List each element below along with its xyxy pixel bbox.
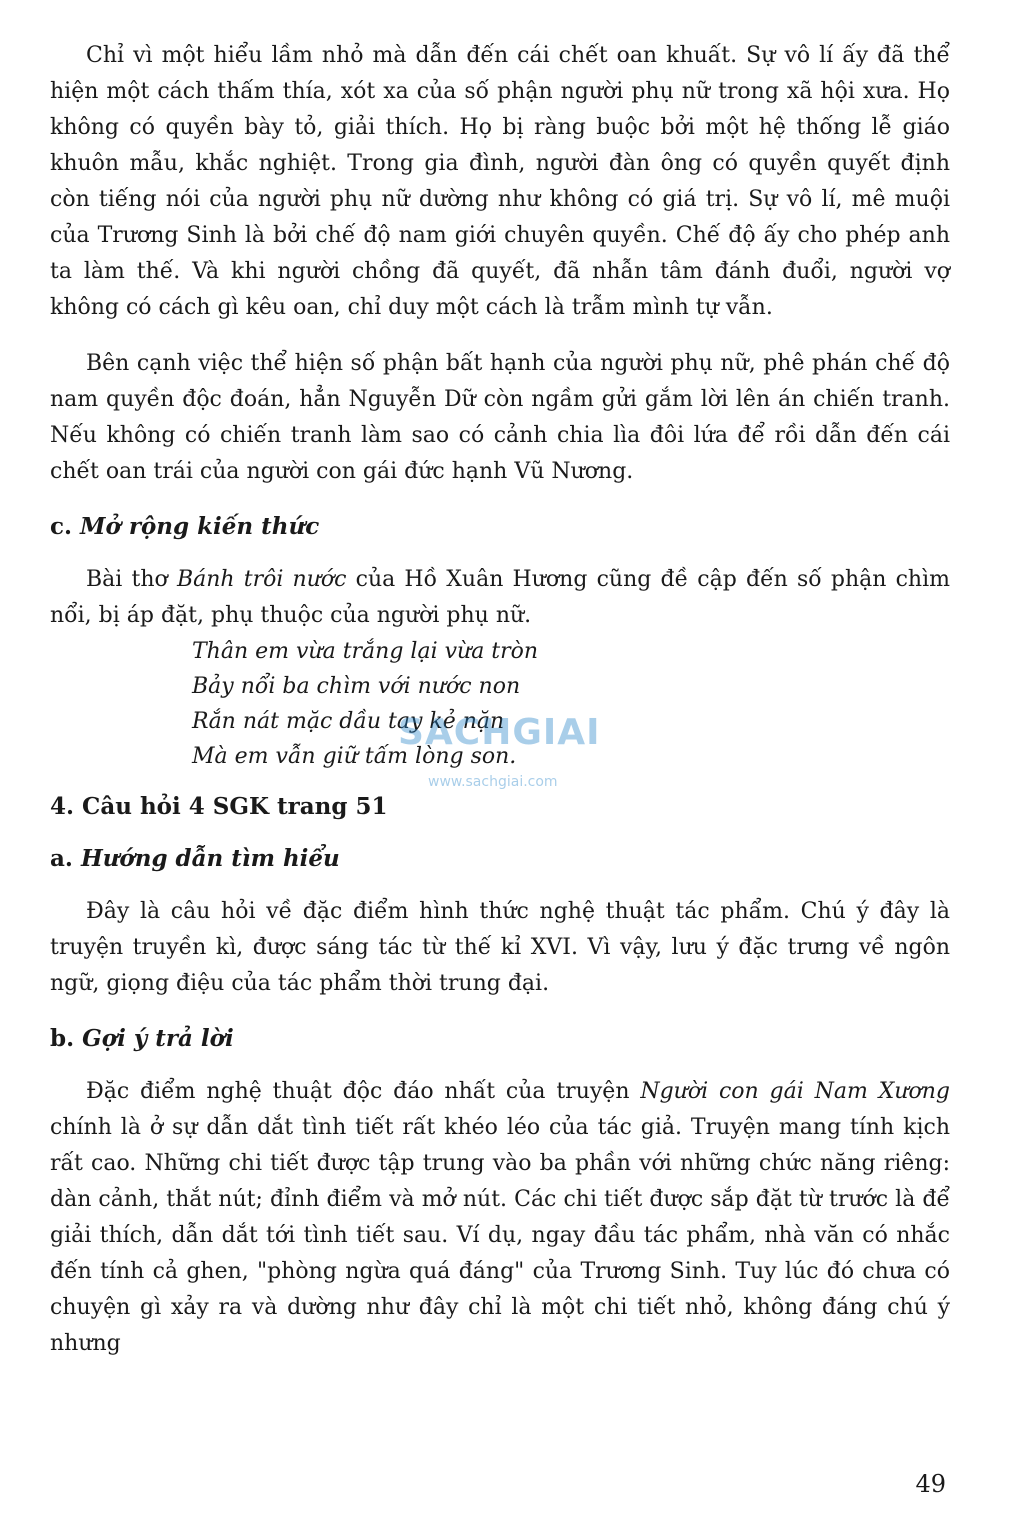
paragraph-war-critique: Bên cạnh việc thể hiện số phận bất hạnh của người phụ nữ, phê phán chế độ nam quyền độc đoán, hẳn Nguyễn Dữ còn ngầm gửi gắm lời lên án chiến tranh. Nếu không có chiến tranh làm sao có cảnh chia lìa đôi lứa để rồi dẫn đến cái chết oan trái của người con gái đức hạnh Vũ Nương. — [50, 351, 950, 484]
poem-line: Bảy nổi ba chìm với nước non — [192, 674, 521, 699]
watermark-url: www.sachgiai.com — [428, 774, 558, 790]
paragraph-answer-hint — [50, 1074, 950, 1362]
heading-letter: b. — [50, 1025, 75, 1052]
poem-line: Mà em vẫn giữ tấm lòng son. — [192, 744, 517, 769]
story-title: Người con gái Nam Xương — [640, 1079, 950, 1104]
heading-answer-hint — [50, 1022, 950, 1056]
poem-banh-troi-nuoc — [192, 634, 950, 774]
intro-text-after: của Hồ Xuân Hương cũng đề cập đến số phận chìm nổi, bị áp đặt, phụ thuộc của người phụ nữ. — [50, 567, 950, 628]
watermark-title: SACHGIAI — [398, 712, 601, 753]
paragraph-women-fate: Chỉ vì một hiểu lầm nhỏ mà dẫn đến cái chết oan khuất. Sự vô lí ấy đã thể hiện một cách thấm thía, xót xa của số phận người phụ nữ trong xã hội xưa. Họ không có quyền bày tỏ, giải thích. Họ bị ràng buộc bởi một hệ thống lễ giáo khuôn mẫu, khắc nghiệt. Trong gia đình, người đàn ông có quyền quyết định còn tiếng nói của người phụ nữ dường như không có giá trị. Sự vô lí, mê muội của Trương Sinh là bởi chế độ nam giới chuyên quyền. Chế độ ấy cho phép anh ta làm thế. Và khi người chồng đã quyết, đã nhẫn tâm đánh đuổi, người vợ không có cách gì kêu oan, chỉ duy một cách là trẫm mình tự vẫn. — [50, 43, 950, 320]
heading-expand-knowledge — [50, 510, 950, 544]
heading-letter: c. — [50, 513, 73, 540]
heading-study-guide — [50, 842, 950, 876]
hint-text-after: chính là ở sự dẫn dắt tình tiết rất khéo léo của tác giả. Truyện mang tính kịch rất cao. Những chi tiết được tập trung vào ba phần với những chức năng riêng: dàn cảnh, thắt nút; đỉnh điểm và mở nút. Các chi tiết được sắp đặt từ trước là để giải thích, dẫn dắt tới tình tiết sau. Ví dụ, ngay đầu tác phẩm, nhà văn có nhắc đến tính cả ghen, "phòng ngừa quá đáng" của Trương Sinh. Tuy lúc đó chưa có chuyện gì xảy ra và dường như đây chỉ là một chi tiết nhỏ, không đáng chú ý nhưng — [50, 1115, 950, 1356]
paragraph-study-guide: Đây là câu hỏi về đặc điểm hình thức nghệ thuật tác phẩm. Chú ý đây là truyện truyền kì, được sáng tác từ thế kỉ XVI. Vì vậy, lưu ý đặc trưng về ngôn ngữ, giọng điệu của tác phẩm thời trung đại. — [50, 899, 950, 996]
heading-question-4: 4. Câu hỏi 4 SGK trang 51 — [50, 793, 388, 820]
poem-line: Rắn nát mặc dầu tay kẻ nặn — [192, 709, 505, 734]
hint-text-before: Đặc điểm nghệ thuật độc đáo nhất của truyện — [86, 1079, 641, 1104]
heading-letter: a. — [50, 845, 73, 872]
heading-title: Gợi ý trả lời — [82, 1025, 234, 1052]
page-number: 49 — [915, 1470, 946, 1498]
page-content — [50, 38, 950, 1382]
heading-title: Hướng dẫn tìm hiểu — [80, 845, 340, 872]
paragraph-poem-intro — [50, 562, 950, 634]
poem-title: Bánh trôi nước — [176, 567, 347, 592]
heading-title: Mở rộng kiến thức — [80, 513, 320, 540]
intro-text-before: Bài thơ — [86, 567, 177, 592]
poem-line: Thân em vừa trắng lại vừa tròn — [192, 639, 539, 664]
